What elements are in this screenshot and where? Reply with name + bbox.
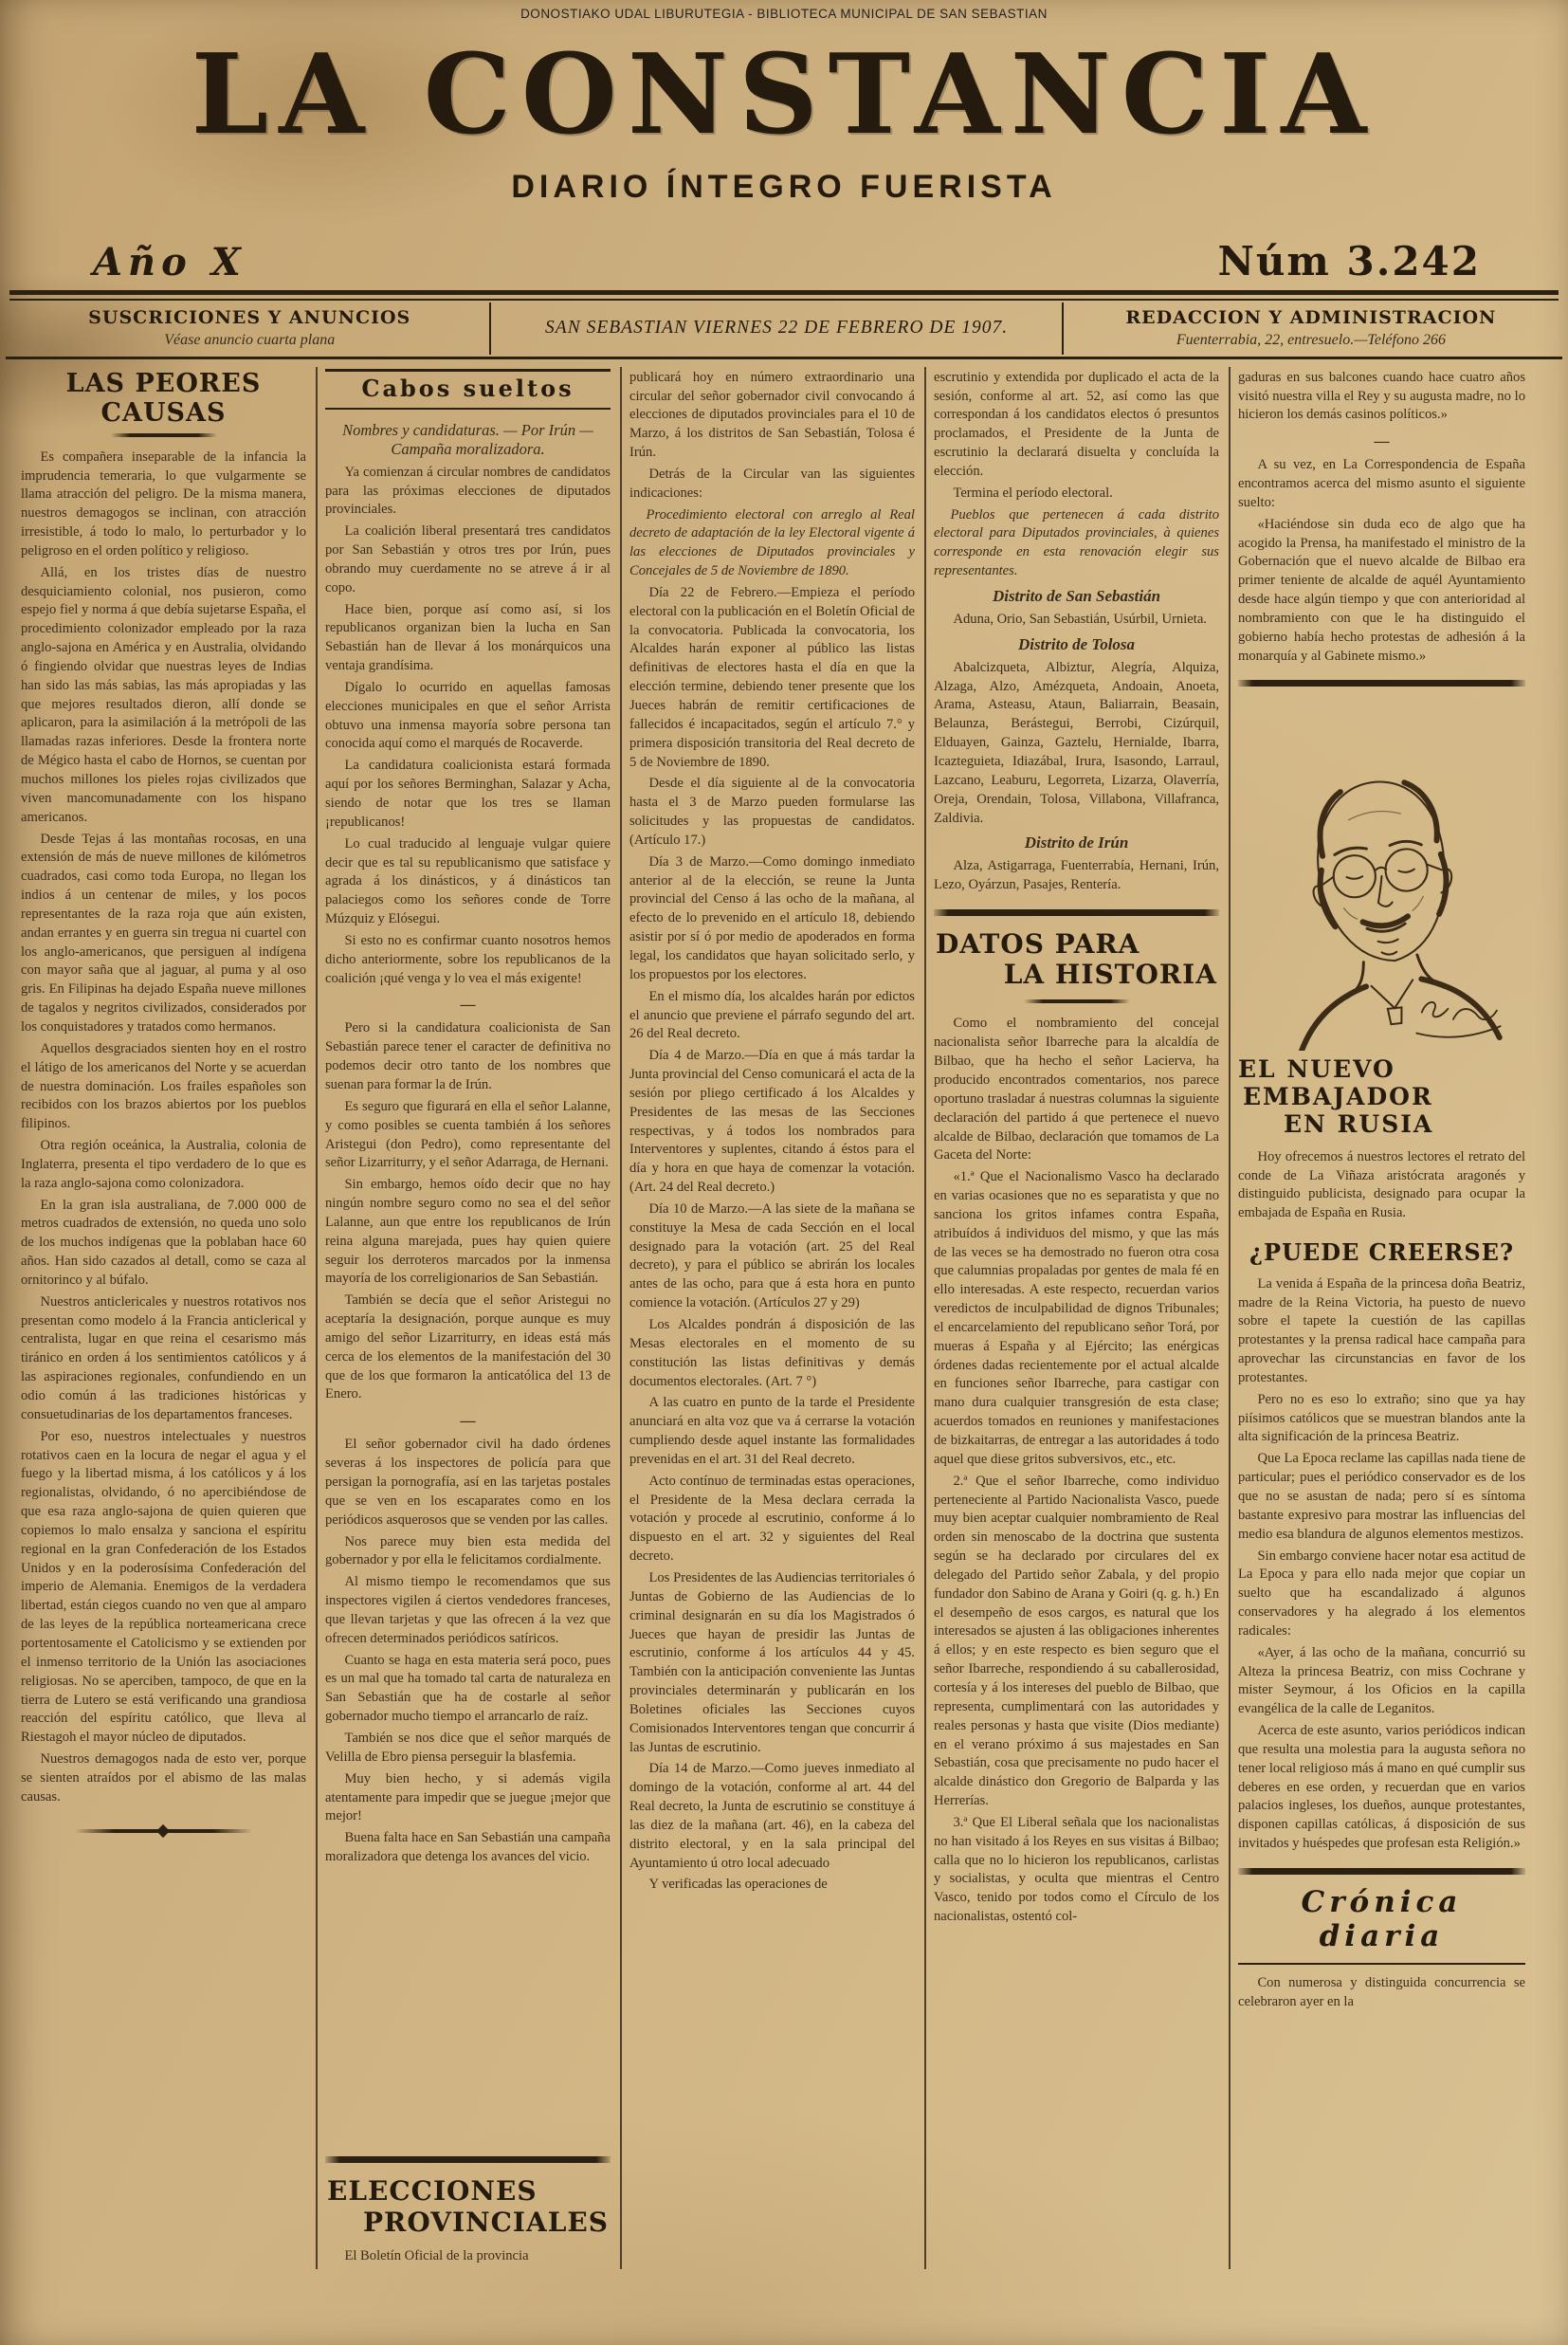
paragraph: Otra región oceánica, la Australia, colonia de Inglaterra, presenta el tipo verdadero de lo que es la raza anglo-sajona como colonizadora. xyxy=(21,1138,306,1191)
subscriptions-title: SUSCRICIONES Y ANUNCIOS xyxy=(88,306,411,328)
paragraph: Ya comienzan á circular nombres de candidatos para las próximas elecciones de diputados provinciales. xyxy=(325,464,611,518)
paragraph: La venida á España de la princesa doña Beatriz, madre de la Reina Victoria, ha puesto de nuevo sobre el tapete la cuestión de las capillas protestantes y la prensa radical hace campaña para aprovechar las circunstancias en favor de los protestantes. xyxy=(1238,1275,1525,1385)
district-subhead-san-sebastian: Distrito de San Sebastián xyxy=(992,586,1161,605)
paragraph: Alza, Astigarraga, Fuenterrabía, Hernani, Irún, Lezo, Oyárzun, Pasajes, Rentería. xyxy=(934,858,1219,893)
headline-puede-creerse xyxy=(1238,1239,1525,1266)
paragraph: La candidatura coalicionista estará formada aquí por los señores Berminghan, Salazar y Acha, siendo de notar que los tres se llaman ¡republicanos! xyxy=(325,758,611,830)
headline-divider xyxy=(111,433,217,437)
paragraph: Es compañera inseparable de la infancia la imprudencia temeraria, lo que vulgarmente se llama atracción del peligro. De la misma manera, nuestros demagogos se inclinan, con atracción irresistible, á todo lo malo, lo perturbador y lo peligroso en el orden político y religioso. xyxy=(21,449,306,559)
paragraph: Aduna, Orio, San Sebastián, Usúrbil, Urnieta. xyxy=(953,611,1207,627)
paragraph: Como el nombramiento del concejal nacionalista señor Ibarreche para la alcaldía de Bilbao, que ha hecho el señor Lacierva, ha producido encontrados comentarios, nos parece oportuno trasladar á nuestras columnas la siguiente declaración del partido á que pertenece el nuevo alcalde de Bilbao, declaración que tomamos de La Gaceta del Norte: xyxy=(934,1016,1219,1163)
page-columns xyxy=(13,367,1557,2269)
paragraph: Día 3 de Marzo.—Como domingo inmediato anterior al de la elección, se reune la Junta provincial del Censo á las ocho de la mañana, al efecto de lo prevenido en el artículo 18, debiendo asistir por sí ó por medio de apoderados en forma legal, los candidatos que hayan solicitado serlo, y los propuestos por los electores. xyxy=(629,853,915,982)
paragraph: Pero si la candidatura coalicionista de San Sebastián parece tener el caracter de definitiva no podemos decir otro tanto de los nombres que suenan para formar la de Irún. xyxy=(325,1020,611,1092)
paragraph: Acerca de este asunto, varios periódicos indican que resulta una molestia para la augusta señora no tener local religioso más á mano en qué cumplir sus deberes en ese orden, y recuerdan que en varios palacios ingleses, los dueños, aunque protestantes, disponen capillas católicas, á disposición de sus invitados y huéspedes que profesan esta Religión.» xyxy=(1238,1723,1525,1852)
paragraph: Cuanto se haga en esta materia será poco, pues es un mal que ha tomado tal carta de naturaleza en San Sebastián que ha de costarle al señor gobernador mucho tiempo el arrancarlo de raíz. xyxy=(325,1652,611,1725)
paragraph: «1.ª Que el Nacionalismo Vasco ha declarado en varias ocasiones que no es separatista y que no sanciona los gritos infames contra España, atribuídos á individuos del mismo, y que las más de las veces se ha demostrado no fueron otra cosa que calumnias propaladas por gentes de mala fé en ello interesadas. A este respecto, recuerdan varios veredictos de inculpabilidad de dignos Tribunales; el encarcelamiento del republicano señor Torá, por mueras á España y al Ejército; las enérgicas órdenes dadas recientemente por el actual alcalde en funciones señor Ibarreche, para castigar con mano dura cualquier transgresión de esta clase; acuerdos tomados en reuniones y manifestaciones de bizkaitarras, de entregar a las autoridades á todo aquel que diese gritos subversivos, etc., etc. xyxy=(934,1169,1219,1467)
paragraph: Dígalo lo ocurrido en aquellas famosas elecciones municipales en que el señor Arrista obtuvo una inmensa mayoría sobre persona tan conocida aquí como el marqués de Rocaverde. xyxy=(325,679,611,752)
paragraph: 3.ª Que El Liberal señala que los nacionalistas no han visitado á los Reyes en sus visitas á Bilbao; calla que no lo hicieron los republicanos, carlistas y socialistas, y oculta que mientras el Centro Vasco, tenido por todos como el Círculo de los nacionalistas, ostentó col- xyxy=(934,1814,1219,1925)
headline-elecciones-provinciales-line-2: PROVINCIALES xyxy=(363,2206,609,2238)
headline-el-nuevo-embajador-en-rusia-line-1: EL NUEVO xyxy=(1238,1055,1395,1084)
header-bottom-rule xyxy=(6,357,1562,359)
paragraph: Y verificadas las operaciones de xyxy=(648,1877,828,1893)
headline-cronica-diaria xyxy=(1238,1886,1525,1965)
headline-datos-para-la-historia-line-1: DATOS PARA xyxy=(936,928,1140,961)
paragraph: La coalición liberal presentará tres candidatos por San Sebastián y otros tres por Irún, pues obrando muy cuerdamente no se atreve á ir al copo. xyxy=(325,523,611,595)
paragraph: Nos parece muy bien esta medida del gobernador y por ella le felicitamos cordialmente. xyxy=(325,1533,611,1568)
column-2 xyxy=(318,367,622,2269)
administration-address: Fuenterrabia, 22, entresuelo.—Teléfono 266 xyxy=(1176,331,1446,348)
library-watermark: DONOSTIAKO UDAL LIBURUTEGIA - BIBLIOTECA MUNICIPAL DE SAN SEBASTIAN xyxy=(520,7,1048,21)
subscriptions-box xyxy=(9,302,489,355)
paragraph: En la gran isla australiana, de 7.000 000 de metros cuadrados de extensión, no queda uno solo de los muchos indígenas que la poblaban hace 60 años. Han sido cazados al detall, como se caza al ornitorinco y al búfalo. xyxy=(21,1197,306,1288)
column-4 xyxy=(926,367,1231,2269)
paragraph: Con numerosa y distinguida concurrencia se celebraron ayer en la xyxy=(1238,1975,1525,2010)
paragraph: Nuestros anticlericales y nuestros rotativos nos presentan como modelo á la Francia anticlerical y centralista, lugar en que reina el cesarismo más tiránico en orden á los sentimientos católicos y á las aspiraciones regionales, confundiendo en un odio común á las tradiciones históricas y consuetudinarias de los departamentos franceses. xyxy=(21,1293,306,1422)
paragraph-italic: Pueblos que pertenecen á cada distrito electoral para Diputados provinciales, à quienes corresponde en esta renovación elegir sus representantes. xyxy=(934,506,1219,579)
portrait-sketch xyxy=(1238,702,1525,1051)
paragraph: Hace bien, porque así como así, si los republicanos organizan bien la lucha en San Sebastián han de llevar á los monárquicos una ventaja grandísima. xyxy=(325,601,611,674)
headline-puede-creerse-line-1: ¿PUEDE CREERSE? xyxy=(1249,1238,1515,1267)
headline-datos-para-la-historia xyxy=(934,929,1219,990)
dateline: SAN SEBASTIAN VIERNES 22 DE FEBRERO DE 1907. xyxy=(545,317,1009,338)
paragraph: Al mismo tiempo le recomendamos que sus inspectores vigilen á ciertos vendedores franceses, que llevan tarjetas y que las ofrecen á la vez que ofrecen determinados periódicos satíricos. xyxy=(325,1574,611,1646)
newspaper-subtitle: DIARIO ÍNTEGRO FUERISTA xyxy=(511,168,1057,205)
paragraph: «Haciéndose sin duda eco de algo que ha acogido la Prensa, ha manifestado el ministro de la Gobernación que el nuevo alcalde de Bilbao era primer teniente de alcalde de aquél Ayuntamiento desde hace algún tiempo y que con anterioridad al nombramiento con que le ha distinguido el gobierno había hecho protestas de adhesión á la monarquía y al Gabinete mismo.» xyxy=(1238,516,1525,664)
headline-datos-para-la-historia-line-2: LA HISTORIA xyxy=(1003,959,1217,991)
issue-number: Núm 3.242 xyxy=(1217,237,1481,284)
paragraph: «Ayer, á las ocho de la mañana, concurrió su Alteza la princesa Beatriz, con miss Cochrane y mister Seymour, á los Oficios en la capilla evangélica de la calle de Leganitos. xyxy=(1238,1644,1525,1717)
administration-title: REDACCION Y ADMINISTRACION xyxy=(1125,306,1497,328)
paragraph: Desde el día siguiente al de la convocatoria hasta el 3 de Marzo pueden formularse las solicitudes y las propuestas de candidatos. (Artículo 17.) xyxy=(629,776,915,848)
headline-el-nuevo-embajador-en-rusia xyxy=(1238,1056,1525,1138)
paragraph: También se nos dice que el señor marqués de Velilla de Ebro piensa perseguir la blasfemia. xyxy=(325,1730,611,1765)
paragraph: Hoy ofrecemos á nuestros lectores el retrato del conde de La Viñaza aristócrata aragonés y distinguido publicista, designado para ocupar la embajada de España en Rusia. xyxy=(1238,1148,1525,1221)
paragraph: Día 10 de Marzo.—A las siete de la mañana se constituye la Mesa de cada Sección en el local designado para la votación (art. 25 del Real decreto), y para el público se abrirán los locales antes de las ocho, para que á esta hora en punto comience la votación. (Artículos 27 y 29) xyxy=(629,1200,915,1311)
paragraph: El señor gobernador civil ha dado órdenes severas á los inspectores de policía para que persigan la pornografía, así en las tarjetas postales que se ven en los escaparates como en los periódicos asquerosos que se venden por las calles. xyxy=(325,1437,611,1528)
paragraph: Sin embargo conviene hacer notar esa actitud de La Epoca y para ello nada mejor que copiar un suelto que ha escandalizado á algunos conservadores y ha alegrado á los elementos radicales: xyxy=(1238,1548,1525,1639)
section-rule xyxy=(325,2156,611,2163)
paragraph: Es seguro que figurará en ella el señor Lalanne, y como posibles se cuenta también á los señores Aristegui (don Pedro), como representante del señor Lizarriturry, y el señor Adarraga, de Hernani. xyxy=(325,1098,611,1171)
paragraph: A su vez, en La Correspondencia de España encontramos acerca del mismo asunto el siguiente suelto: xyxy=(1238,457,1525,510)
portrait-signature xyxy=(1416,1002,1500,1037)
paragraph-continuation: gaduras en sus balcones cuando hace cuatro años visitó nuestra villa el Rey y su augusta madre, no lo hicieron los demás casinos políticos.» xyxy=(1238,369,1525,423)
masthead-info-row xyxy=(9,302,1559,355)
headline-cronica-diaria-line-1: Crónica diaria xyxy=(1238,1886,1525,1965)
paragraph: Desde Tejas á las montañas rocosas, en una extensión de más de nueve millones de kilómetros cuadrados, casi como toda Europa, no llegan los indios á un centenar de miles, y los pocos representantes de la raza roja que aún existen, andan errantes y en guerra sin tregua ni cuartel con los anglo-americanos, que persiguen al indígena con mayor saña que al jaguar, al puma y al oso gris. En Filipinas ha dejado España nueve millones de tagalos y negritos civilizados, considerados por los conquistadores y tratados como hermanos. xyxy=(21,831,306,1035)
dash-divider: — xyxy=(460,997,476,1014)
dash-divider: — xyxy=(1374,433,1390,450)
issue-row xyxy=(0,238,1568,284)
district-subhead-tolosa: Distrito de Tolosa xyxy=(1017,634,1136,653)
headline-divider xyxy=(1024,999,1130,1003)
paragraph: Que La Epoca reclame las capillas nada tiene de particular; pues el periódico conservador es de los que no se asustan de nada; pero sí es síntoma bastante expresivo para mostrar las influencias del medio esa blandura de algunos elementos mestizos. xyxy=(1238,1451,1525,1542)
paragraph-italic: Procedimiento electoral con arreglo al Real decreto de adaptación de la ley Electoral vigente á las elecciones de Diputados provinciales y Concejales de 5 de Noviembre de 1890. xyxy=(629,506,915,579)
year-label: Año X xyxy=(93,239,246,284)
paragraph: Por eso, nuestros intelectuales y nuestros rotativos caen en la locura de negar el agua y el fuego y la libertad misma, á los católicos y á los regionalistas, olvidando, ó no apercibiéndose de que esa raza anglo-sajona de quien quieren que copiemos lo malo ensalza y sanciona el espíritu regional en la gran Confederación de los Estados Unidos y en la poderosísima Confederación del imperio de Alemania. Enemigos de la verdadera libertad, están ciegos cuando no ven que al amparo de las leyes de la república norteamericana crece portentosamente el Catolicismo y se extienden por el inmenso territorio de la Unión las asociaciones religiosas. No se aperciben, tampoco, de que en la tierra de Lutero se está verificando una grandiosa reacción del espíritu católico, que lleva al Riestagoh el mayor núcleo de diputados. xyxy=(21,1428,306,1746)
paragraph: Los Alcaldes pondrán á disposición de las Mesas electorales en el momento de su constitución las listas definitivas y demás documentos electorales. (Art. 7 °) xyxy=(629,1317,915,1389)
paragraph-continuation: publicará hoy en número extraordinario una circular del señor gobernador civil convocando á elecciones de diputados provinciales para el 10 de Marzo, á los distritos de San Sebastián, Tolosa é Irún. xyxy=(629,369,915,461)
column-3 xyxy=(622,367,926,2269)
conde-de-la-vinaza-portrait xyxy=(1238,702,1525,1051)
paragraph: El Boletín Oficial de la provincia xyxy=(344,2247,529,2263)
paragraph: A las cuatro en punto de la tarde el Presidente anunciará en alta voz que va á cerrarse la votación cumpliendo desde aquel instante las formalidades prevenidas en el art. 31 del Real decreto. xyxy=(629,1395,915,1467)
section-rule xyxy=(1238,680,1525,687)
paragraph: Día 22 de Febrero.—Empieza el período electoral con la publicación en el Boletín Oficial de la convocatoria. Publicada la convocatoria, los Alcaldes harán exponer al público las listas definitivas de electores hasta el día en que la elección termine, debiendo tener presente que los Jueces habrán de remitir certificaciones de fallecidos é incapacitados, según el artículo 7.° y primera disposición transitoria del Real decreto de 5 de Noviembre de 1890. xyxy=(629,584,915,770)
headline-elecciones-provinciales-line-1: ELECCIONES xyxy=(327,2175,538,2208)
paragraph: Muy bien hecho, y si además vigila atentamente para impedir que se juegue ¡mejor que mejor! xyxy=(325,1770,611,1824)
headline-las-peores-causas: LAS PEORES CAUSAS xyxy=(65,368,262,428)
paragraph: Día 4 de Marzo.—Día en que á más tardar la Junta provincial del Censo comunicará el acta de la sesión por pliego certificado á los Alcaldes y Presidentes de las mesas de las Secciones respectivas, y á todos los nombrados para Interventores y suplentes, citando á éstos para el día y hora en que haya de comenzar la votación. (Art. 24 del Real decreto.) xyxy=(629,1048,915,1196)
paragraph: Abalcizqueta, Albiztur, Alegría, Alquiza, Alzaga, Alzo, Amézqueta, Andoain, Anoeta, Arama, Asteasu, Ataun, Baliarrain, Beasain, Belaunza, Berástegui, Berrobi, Cizúrquil, Elduayen, Gainza, Gaztelu, Hernialde, Ibarra, Icazteguieta, Idiazábal, Irura, Isasondo, Larraul, Lazcano, Leaburu, Legorreta, Lizarza, Olaverría, Oreja, Orendain, Tolosa, Villabona, Villafranca, Zaldivia. xyxy=(934,659,1219,826)
section-rule xyxy=(1238,1868,1525,1875)
dateline-box xyxy=(489,302,1063,355)
dash-divider: — xyxy=(460,1413,476,1430)
paragraph: Buena falta hace en San Sebastián una campaña moralizadora que detenga los avances del vicio. xyxy=(325,1830,611,1865)
ornament-divider xyxy=(75,1829,252,1833)
column-5 xyxy=(1231,367,1535,2269)
headline-el-nuevo-embajador-en-rusia-line-2: EMBAJADOR xyxy=(1243,1083,1433,1111)
double-rule xyxy=(9,290,1559,301)
section-heading-cabos-sueltos: Cabos sueltos xyxy=(325,369,611,410)
paragraph-continuation: escrutinio y extendida por duplicado el acta de la sesión, conforme al art. 52, así como las que correspondan á los candidatos electos ó presuntos proclamados, el Presidente de la Junta de escrutinio la declarará disuelta y concluída la elección. xyxy=(934,369,1219,479)
paragraph: Lo cual traducido al lenguaje vulgar quiere decir que es tal su republicanismo que satisface y agrada á los dinásticos, y á dinásticos tan palaciegos como los señores conde de Torre Múzquiz y Elósegui. xyxy=(325,835,611,927)
paragraph: En el mismo día, los alcaldes harán por edictos el anuncio que previene el párrafo segundo del art. 26 del Real decreto. xyxy=(629,988,915,1042)
paragraph: 2.ª Que el señor Ibarreche, como individuo perteneciente al Partido Nacionalista Vasco, puede muy bien aceptar cualquier nombramiento de Real orden sin menoscabo de la doctrina que sustenta según se ha declarado por circulares del ex delegado del Partido señor Zabala, y del propio fundador don Sabino de Arana y Goiri (q. g. h.) En el desempeño de esos cargos, es natural que los interesados se ajusten á las obligaciones inherentes á ellos; y en este respecto es bien seguro que el señor Ibarreche, respondiendo á su caballerosidad, cortesía y á los intereses del pueblo de Bilbao, que representa, cumplimentará con las autoridades y reales personas y hasta que visite (Dios mediante) en el verano próximo á sus majestades en San Sebastián, cosa que precisamente no pudo hacer el alcalde dinástico don Gregorio de Balparda y las Herrerías. xyxy=(934,1473,1219,1809)
paragraph: Los Presidentes de las Audiencias territoriales ó Juntas de Gobierno de las Audiencias de lo criminal designarán en su día los Magistrados ó Jueces que hayan de presidir las Juntas de escrutinio, conforme á los artículos 44 y 45. También con la anticipación conveniente las Juntas provinciales determinarán y publicarán en los Boletines oficiales las Secciones cuyos Comisionados Interventores tengan que concurrir á las Juntas de escrutinio. xyxy=(629,1569,915,1755)
section-rule xyxy=(934,909,1219,916)
paragraph: Sin embargo, hemos oído decir que no hay ningún nombre seguro como no sea el del señor Lalanne, aun que entre los republicanos de Irún reina alguna marejada, pues hay quien quiere seguir los derroteros marcados por la inmensa mayoría de los correligionarios de San Sebastián. xyxy=(325,1177,611,1287)
column-1 xyxy=(13,367,318,2269)
newspaper-title: LA CONSTANCIA xyxy=(191,30,1377,159)
paragraph: Pero no es eso lo extraño; sino que ya hay piísimos católicos que se muestran blandos ante la alta significación de la princesa Beatriz. xyxy=(1238,1391,1525,1445)
administration-box xyxy=(1064,302,1559,355)
paragraph: Día 14 de Marzo.—Como jueves inmediato al domingo de la votación, conforme al art. 44 del Real decreto, la Junta de escrutinio se constituye á las diez de la mañana (art. 46), en la cabeza del distrito electoral, y en la sala principal del Ayuntamiento ú otro local adecuado xyxy=(629,1761,915,1871)
paragraph: Termina el período electoral. xyxy=(953,485,1113,501)
paragraph: Nuestros demagogos nada de esto ver, porque se sienten atraídos por el abismo de las malas causas. xyxy=(21,1751,306,1805)
headline-elecciones-provinciales xyxy=(325,2176,611,2237)
paragraph: También se decía que el señor Aristegui no aceptaría la designación, porque aunque es muy amigo del señor Lizarriturry, en ideas está más cerca de los elementos de la manifestación del 30 que de los que formaron la anticatólica del 13 de Enero. xyxy=(325,1292,611,1402)
district-subhead-irun: Distrito de Irún xyxy=(1024,834,1129,852)
paragraph: Allá, en los tristes días de nuestro desquiciamiento colonial, nos pusieron, como espejo fiel y norma á que debía sujetarse España, el procedimiento colonizador empleado por la raza anglo-sajona en América y en Australia, olvidando ó fingiendo olvidar que nuestras leyes de Indias han sido las más sabias, las más apropiadas y las que mejores resultados dieron, allí donde se aplicaron, para la asimilación á la metrópoli de las llamadas razas inferiores. Desde la frontera norte de Mégico hasta el cabo de Hornos, se cuentan por muchos millones los pieles rojas civilizados que viven mancomunadamente con los hispano americanos. xyxy=(21,564,306,825)
column-spacer xyxy=(325,1870,611,2146)
paragraph: Si esto no es confirmar cuanto nosotros hemos dicho anteriormente, sobre los republicanos de la coalición ¡qué venga y lo vea el más exigente! xyxy=(325,932,611,986)
paragraph: Detrás de la Circular van las siguientes indicaciones: xyxy=(629,466,915,501)
headline-el-nuevo-embajador-en-rusia-line-3: EN RUSIA xyxy=(1284,1109,1434,1138)
article-subhead: Nombres y candidaturas. — Por Irún —Campaña moralizadora. xyxy=(342,420,593,458)
subscriptions-note: Véase anuncio cuarta plana xyxy=(164,331,336,348)
paragraph: Aquellos desgraciados sienten hoy en el rostro el látigo de los americanos del Norte y se acuerdan de nuestra dominación. Los frailes españoles son recibidos con los brazos abiertos por los pueblos filipinos. xyxy=(21,1040,306,1132)
paragraph: Acto contínuo de terminadas estas operaciones, el Presidente de la Mesa declara cerrada la votación y procede al escrutinio, conforme á lo dispuesto en el art. 32 y siguientes del Real decreto. xyxy=(629,1473,915,1565)
